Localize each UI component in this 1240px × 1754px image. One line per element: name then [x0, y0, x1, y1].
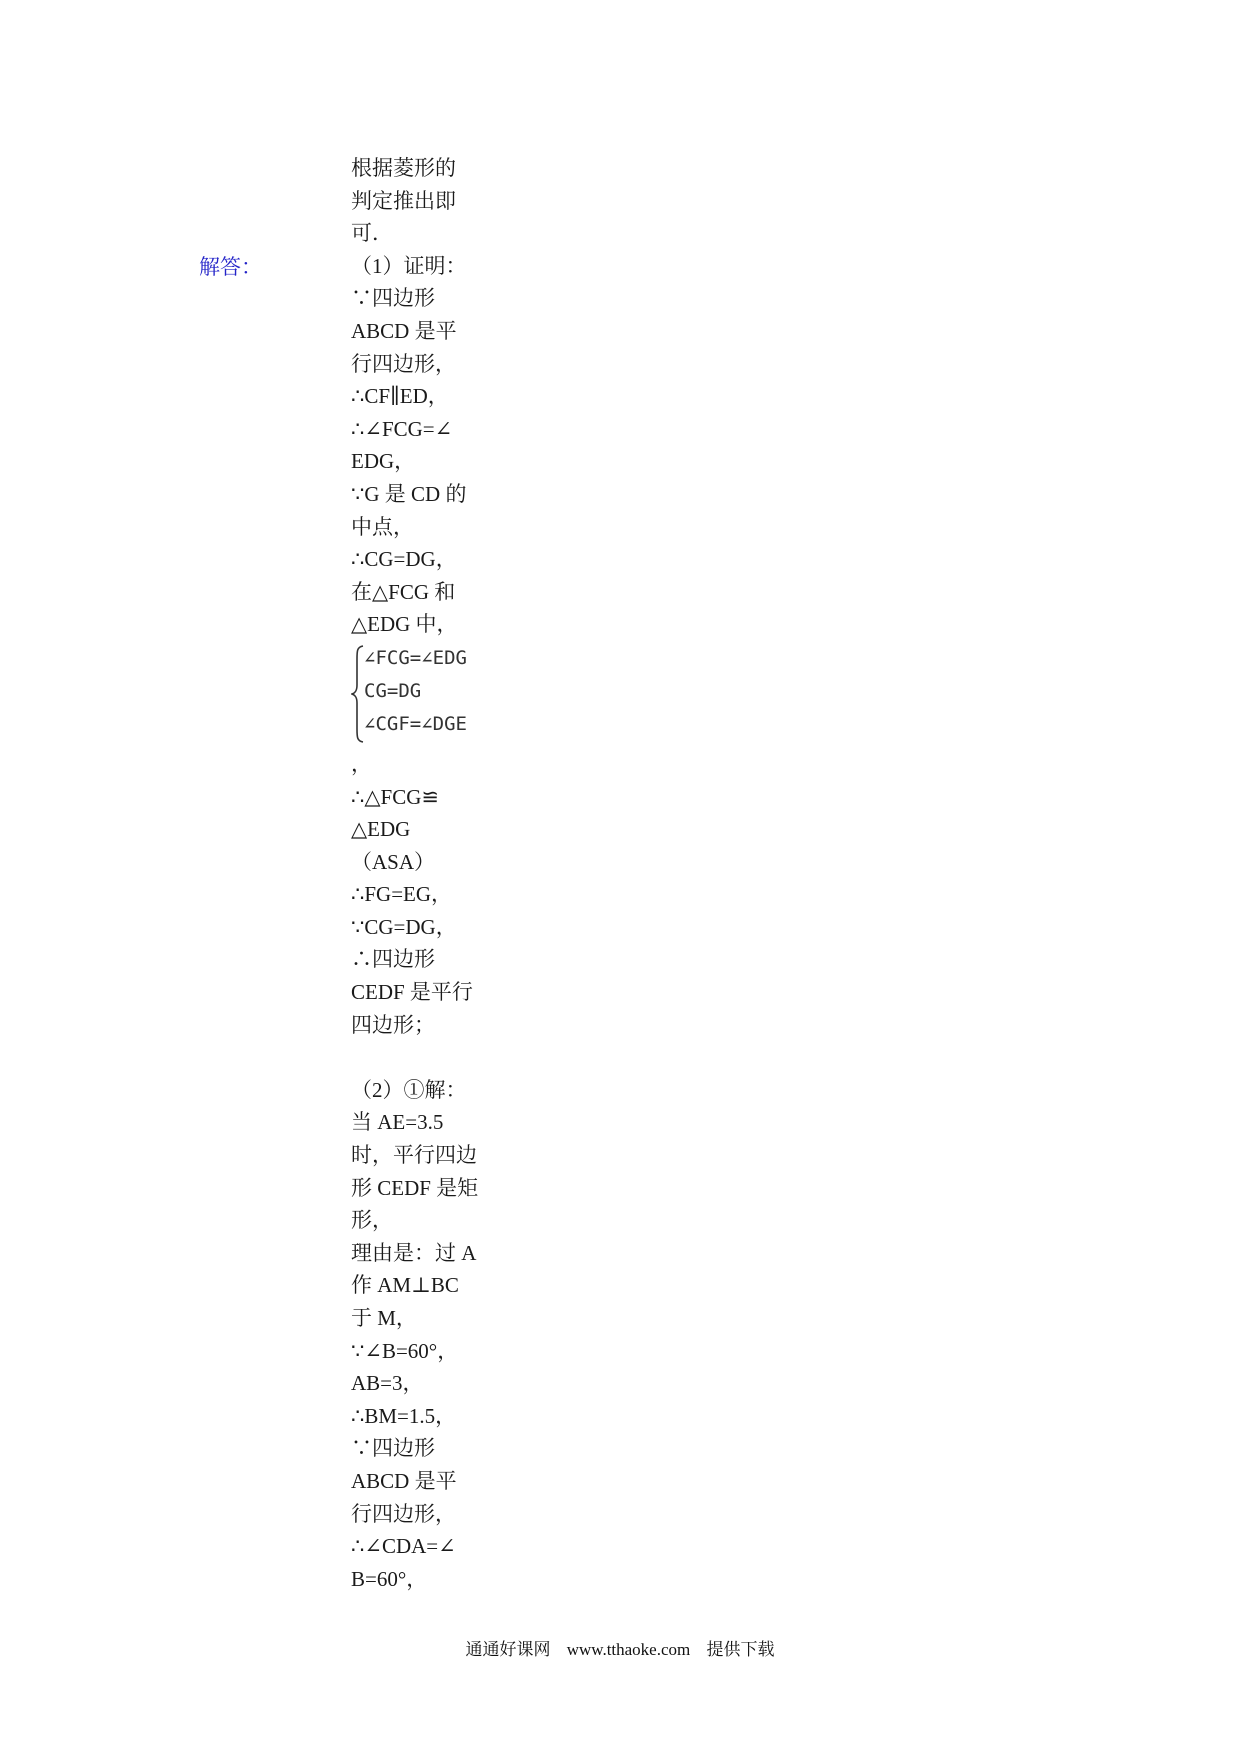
text-line: 四边形；	[351, 1012, 435, 1037]
text-line: ABCD 是平	[351, 318, 457, 343]
text-line: ，	[351, 751, 372, 776]
system-row: CG=DG	[364, 679, 422, 702]
text-line: ∴四边形	[351, 947, 435, 972]
text-line: 行四边形，	[351, 351, 456, 376]
text-line: B=60°，	[351, 1566, 428, 1591]
text-line: 在△FCG 和	[351, 579, 456, 604]
text-line: ABCD 是平	[351, 1468, 457, 1493]
text-line: ∴∠CDA=∠	[351, 1534, 456, 1559]
blank-line	[351, 1041, 511, 1074]
text-line: 作 AM⊥BC	[351, 1273, 459, 1298]
text-line: ∴∠FCG=∠	[351, 416, 453, 441]
text-line: △EDG 中，	[351, 612, 458, 637]
text-line: ∵G 是 CD 的	[351, 481, 467, 506]
text-line: CEDF 是平行	[351, 980, 473, 1005]
equation-system	[351, 645, 511, 748]
answer-label: 解答：	[199, 255, 262, 279]
text-line: ∵CG=DG，	[351, 914, 457, 939]
text-line: 根据菱形的	[351, 156, 456, 180]
text-line: 理由是：过 A	[351, 1240, 477, 1265]
text-line: 时，平行四边	[351, 1143, 477, 1168]
footer-site-name: 通通好课网	[465, 1640, 551, 1659]
text-line: 判定推出即	[351, 188, 456, 213]
left-brace-icon	[351, 645, 365, 743]
text-line: （2）①解：	[351, 1077, 467, 1102]
text-line: 于 M，	[351, 1306, 417, 1330]
text-line: ∴△FCG≌	[351, 784, 439, 809]
solution-column	[351, 152, 511, 1595]
text-line: 当 AE=3.5	[351, 1110, 444, 1135]
system-row: ∠FCG=∠EDG	[364, 646, 467, 669]
text-line: （ASA）	[351, 849, 436, 874]
text-line: 形 CEDF 是矩	[351, 1175, 479, 1200]
page-footer	[0, 1635, 1240, 1660]
footer-url[interactable]: www.tthaoke.com	[566, 1640, 691, 1659]
system-row: ∠CGF=∠DGE	[364, 712, 467, 735]
text-line: ∵四边形	[351, 286, 435, 311]
text-line: EDG，	[351, 449, 416, 474]
text-line: 中点，	[351, 514, 414, 539]
text-line: ∴BM=1.5，	[351, 1403, 457, 1428]
text-line: 可．	[351, 221, 393, 246]
text-line: △EDG	[351, 817, 411, 842]
footer-suffix: 提供下载	[706, 1640, 775, 1659]
text-line: 形，	[351, 1208, 393, 1233]
text-line: （1）证明：	[351, 253, 467, 278]
text-line: ∴CF∥ED，	[351, 384, 449, 409]
text-line: AB=3，	[351, 1371, 424, 1396]
text-line: 行四边形，	[351, 1501, 456, 1526]
text-line: ∵四边形	[351, 1436, 435, 1461]
text-line: ∴FG=EG，	[351, 882, 453, 907]
text-line: ∴CG=DG，	[351, 547, 457, 572]
text-line: ∵∠B=60°，	[351, 1338, 459, 1363]
